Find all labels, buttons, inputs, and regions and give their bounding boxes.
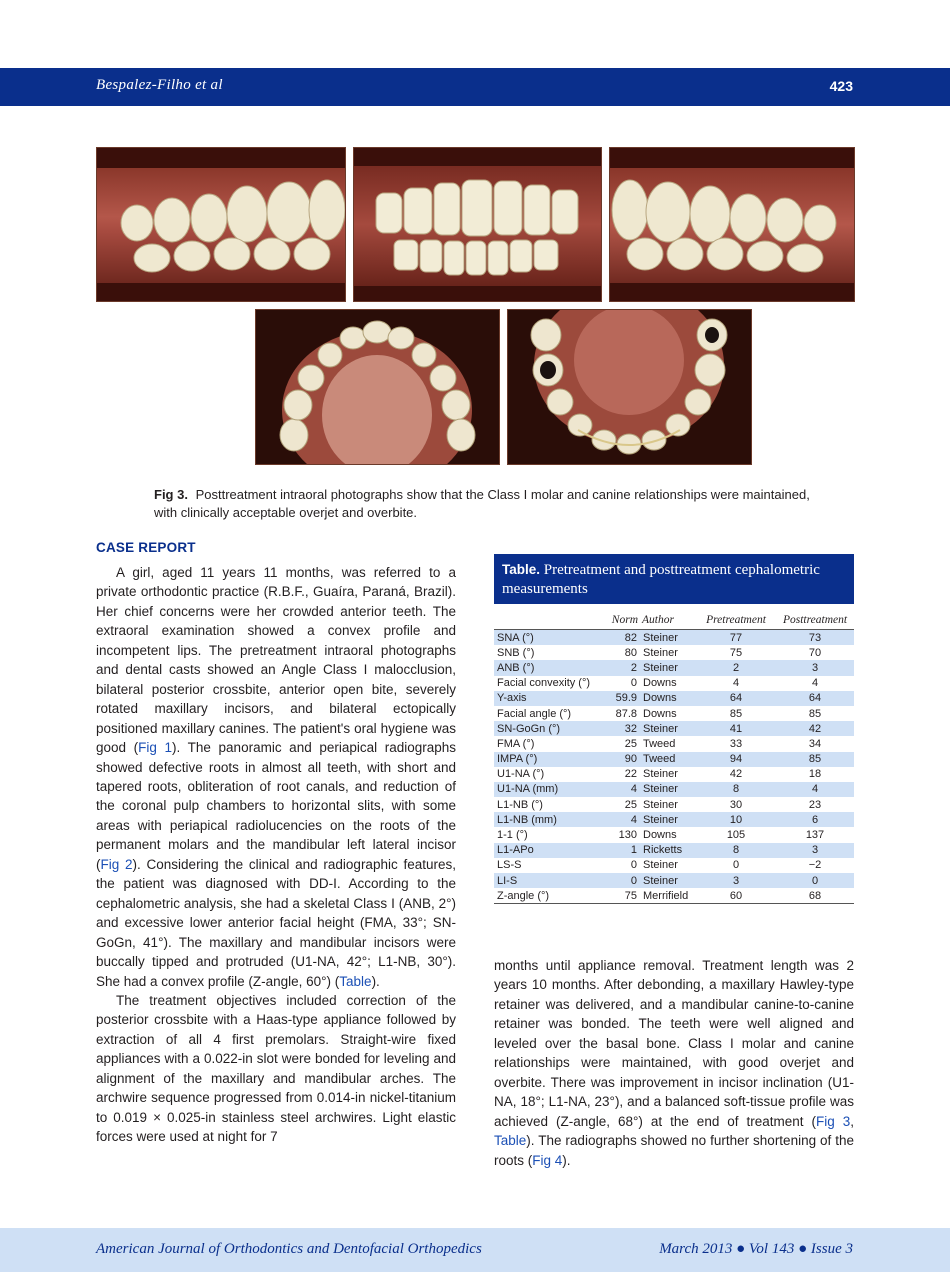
table-cell: Ricketts: [640, 843, 696, 858]
table-cell: 75: [604, 888, 640, 904]
table-cell: 64: [696, 691, 776, 706]
table-cell: Steiner: [643, 768, 678, 781]
table-cell: Steiner: [640, 782, 696, 797]
table-cell: 30: [729, 798, 743, 811]
running-header-author: Bespalez-Filho et al: [96, 77, 223, 93]
table-cell: L1-NB (°): [497, 798, 543, 811]
table-cell: SN-GoGn (°): [494, 721, 604, 736]
table-cell: Steiner: [640, 660, 696, 675]
table-row: [494, 888, 854, 904]
text-run: ).: [562, 1152, 571, 1168]
table-cell: Downs: [643, 677, 677, 690]
table-row: [494, 782, 854, 797]
photo-mandibular-occlusal: [507, 309, 752, 465]
text-run: ). Considering the clinical and radiographic features, the patient was diagnosed with DD-I. According to the cephalometric analysis, she had a skeletal Class I (ANB, 2°) and excessive lower anterior facial height (FMA, 33°; SN-GoGn, 41°). The maxillary and mandibular incisors were buccally tipped and protruded (U1-NA, 42°; L1-NB, 30°). She had a convex profile (Z-angle, 60°) (: [96, 856, 456, 989]
table-cell: 94: [696, 752, 776, 767]
text-run: months until appliance removal. Treatment length was 2 years 10 months. After debonding, a maxillary Hawley-type retainer was delivered, and a mandibular canine-to-canine retainer was bonded. The teeth were well aligned and leveled over the basal bone. Class I molar and canine relationships were maintained, with good overjet and overbite. There was improvement in incisor inclination (U1-NA, 18°; L1-NA, 23°), and a balanced soft-tissue profile was achieved (Z-angle, 68°) at the end of treatment (: [494, 958, 854, 1129]
text-run: ). The panoramic and periapical radiographs showed defective roots in almost all teeth, with short and tapered roots, obliteration of root canals, and reduction of the coronal pulp chambers to horizontal slits, with some areas with periapical radiolucencies on the roots of the permanent molars and the mandibular left lateral incisor (: [96, 740, 457, 872]
table-cell: 18: [808, 768, 822, 781]
table-cell: Steiner: [640, 630, 696, 646]
table-row: [494, 812, 854, 827]
table-cell: 3: [696, 873, 776, 888]
table-label: Table.: [502, 562, 541, 577]
table-cell: Downs: [643, 707, 677, 720]
table-cell: 25: [624, 798, 637, 811]
table-cell: ANB (°): [494, 660, 604, 675]
table-cell: Steiner: [640, 812, 696, 827]
table-row: [494, 706, 854, 721]
cephalometric-table: [494, 554, 854, 904]
table-cell: −2: [808, 859, 822, 872]
table-cell: 42: [729, 768, 743, 781]
table-cell: 0: [604, 873, 640, 888]
table-cell: Steiner: [640, 721, 696, 736]
table-cell: 23: [808, 798, 822, 811]
table-cell: LI-S: [494, 873, 604, 888]
table-header-row: [494, 610, 854, 630]
table-cell: IMPA (°): [494, 752, 604, 767]
ref-link-fig4[interactable]: Fig 4: [532, 1152, 563, 1168]
table-row: [494, 721, 854, 736]
table-cell: 105: [726, 829, 746, 842]
table-cell: 2: [696, 660, 776, 675]
table-cell: Steiner: [643, 798, 678, 811]
column-header: Posttreatment: [776, 610, 854, 630]
table-row: [494, 660, 854, 675]
table-cell: 22: [624, 768, 637, 781]
table-cell: Y-axis: [494, 691, 604, 706]
table-cell: 59.9: [604, 691, 640, 706]
figure-caption-text: Posttreatment intraoral photographs show that the Class I molar and canine relationships were maintained, with clinically acceptable overjet and overbite.: [154, 487, 810, 520]
table-cell: Tweed: [640, 752, 696, 767]
table-cell: 1-1 (°): [497, 829, 528, 842]
text-run: ).: [371, 973, 380, 989]
photo-left-buccal: [609, 147, 855, 302]
table-cell: FMA (°): [497, 737, 535, 750]
text-run: A girl, aged 11 years 11 months, was referred to a private orthodontic practice (R.B.F., Guaíra, Paraná, Brazil). Her chief concerns were her crowded anterior teeth. The extraoral examination showed a convex profile and incompetent lips. The pretreatment intraoral photographs and dental casts showed an Angle Class I malocclusion, bilateral posterior crossbite, anterior open bite, severely rotated maxillary incisors, and bilateral ectopically positioned maxillary canines. The patient's oral hygiene was good (: [96, 565, 456, 756]
table-cell: 4: [604, 812, 640, 827]
table-cell: 4: [732, 677, 740, 690]
table-cell: 41: [696, 721, 776, 736]
text-run: ). The radiographs showed no further shortening of the roots (: [494, 1133, 854, 1168]
table-cell: 32: [604, 721, 640, 736]
right-column-paragraph: [494, 956, 854, 1170]
table-cell: 2: [604, 660, 640, 675]
table-cell: 0: [630, 677, 637, 690]
ref-link-fig3[interactable]: Fig 3: [816, 1113, 851, 1129]
table-cell: 1: [604, 843, 640, 858]
page-number: 423: [829, 78, 853, 94]
table-cell: 85: [808, 707, 822, 720]
table-cell: 130: [618, 829, 637, 842]
table-cell: 80: [624, 646, 637, 659]
table-cell: Facial angle (°): [497, 707, 572, 720]
table-cell: 34: [808, 737, 822, 750]
table-cell: 33: [729, 737, 743, 750]
table-cell: 70: [808, 646, 822, 659]
table-cell: 25: [624, 737, 637, 750]
table-row: [494, 676, 854, 691]
table-cell: L1-NB (mm): [494, 812, 604, 827]
table-cell: L1-APo: [494, 843, 604, 858]
column-header: Pretreatment: [696, 610, 776, 630]
table-cell: 73: [776, 630, 854, 646]
ref-link-fig2[interactable]: Fig 2: [100, 856, 133, 872]
measurement-table: [494, 610, 854, 904]
table-cell: 6: [776, 812, 854, 827]
table-cell: Tweed: [643, 737, 676, 750]
table-cell: 90: [604, 752, 640, 767]
photo-right-buccal: [96, 147, 346, 302]
column-header: Norm: [604, 610, 640, 630]
table-cell: 82: [604, 630, 640, 646]
table-row: [494, 691, 854, 706]
table-row: [494, 645, 854, 660]
table-cell: 87.8: [615, 707, 637, 720]
table-cell: 85: [729, 707, 743, 720]
table-cell: 137: [805, 829, 825, 842]
figure-caption: [154, 486, 814, 521]
table-cell: Steiner: [643, 859, 678, 872]
table-row: [494, 630, 854, 646]
table-cell: Downs: [640, 691, 696, 706]
running-header: [0, 68, 950, 106]
table-row: [494, 767, 854, 782]
table-cell: 4: [604, 782, 640, 797]
left-column: [96, 540, 456, 1147]
journal-name: American Journal of Orthodontics and Dentofacial Orthopedics: [96, 1241, 482, 1257]
photo-maxillary-occlusal: [255, 309, 500, 465]
table-cell: SNA (°): [494, 630, 604, 646]
table-cell: SNB (°): [497, 646, 535, 659]
table-cell: U1-NA (mm): [494, 782, 604, 797]
table-cell: LS-S: [497, 859, 522, 872]
table-cell: 64: [776, 691, 854, 706]
table-cell: Steiner: [640, 873, 696, 888]
table-cell: 10: [696, 812, 776, 827]
column-header: [494, 610, 604, 630]
table-title-bar: [494, 554, 854, 604]
table-cell: 68: [776, 888, 854, 904]
table-cell: 0: [776, 873, 854, 888]
section-title: CASE REPORT: [96, 540, 196, 555]
table-cell: 77: [696, 630, 776, 646]
table-cell: 42: [776, 721, 854, 736]
photo-frontal: [353, 147, 602, 302]
table-cell: Z-angle (°): [494, 888, 604, 904]
table-cell: 85: [776, 752, 854, 767]
table-cell: 0: [630, 859, 637, 872]
table-cell: 8: [696, 843, 776, 858]
table-cell: 75: [729, 646, 743, 659]
ref-link-table[interactable]: Table: [494, 1133, 527, 1149]
table-row: [494, 873, 854, 888]
right-column: [494, 956, 854, 1170]
table-cell: Downs: [643, 829, 677, 842]
table-row: [494, 843, 854, 858]
case-report-paragraph-1: [96, 563, 456, 991]
table-row: [494, 752, 854, 767]
table-cell: Steiner: [643, 646, 678, 659]
table-row: [494, 827, 854, 842]
table-cell: 4: [811, 677, 819, 690]
case-report-paragraph-2: The treatment objectives included correction of the posterior crossbite with a Haas-type appliance followed by extraction of all 4 first premolars. Straight-wire fixed appliances with a 0.022-in slot were bonded for leveling and alignment of the maxillary and mandibular arches. The archwire sequence progressed from 0.014-in nickel-titanium to 0.019 × 0.025-in stainless steel archwires. Light elastic forces were used at night for 7: [96, 992, 456, 1145]
table-row: [494, 736, 854, 751]
table-cell: 3: [776, 660, 854, 675]
table-row: [494, 797, 854, 812]
table-cell: 60: [696, 888, 776, 904]
table-row: [494, 858, 854, 873]
column-header: Author: [640, 610, 696, 630]
text-run: ,: [850, 1113, 854, 1129]
table-cell: U1-NA (°): [497, 768, 545, 781]
table-title: Pretreatment and posttreatment cephalometric measurements: [502, 562, 820, 597]
ref-link-table[interactable]: Table: [339, 973, 372, 989]
figure-caption-label: Fig 3.: [154, 487, 188, 502]
table-cell: 8: [696, 782, 776, 797]
table-cell: Merrifield: [640, 888, 696, 904]
table-cell: 3: [776, 843, 854, 858]
running-footer: [0, 1228, 950, 1272]
ref-link-fig1[interactable]: Fig 1: [138, 740, 173, 756]
table-cell: 4: [776, 782, 854, 797]
issue-info: March 2013 ● Vol 143 ● Issue 3: [659, 1241, 853, 1257]
table-cell: Facial convexity (°): [497, 677, 591, 690]
table-cell: 0: [732, 859, 740, 872]
